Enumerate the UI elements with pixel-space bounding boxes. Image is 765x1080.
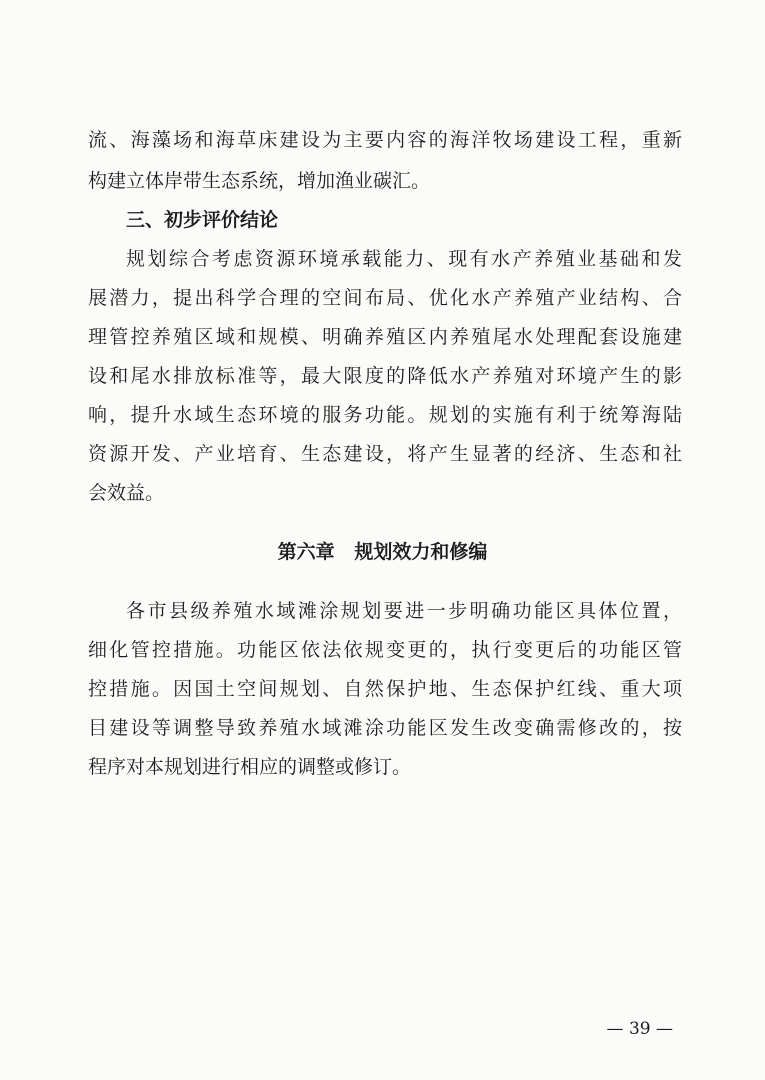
paragraph-line: 目建设等调整导致养殖水域滩涂功能区发生改变确需修改的，按 [88,717,682,739]
paragraph-line: 会效益。 [88,482,165,504]
paragraph-line: 理管控养殖区域和规模、明确养殖区内养殖尾水处理配套设施建 [88,326,682,348]
paragraph-line: 流、海藻场和海草床建设为主要内容的海洋牧场建设工程，重新 [88,129,682,151]
section-heading: 三、初步评价结论 [126,209,279,231]
paragraph-line: 资源开发、产业培育、生态建设，将产生显著的经济、生态和社 [88,443,682,465]
paragraph-line: 响，提升水域生态环境的服务功能。规划的实施有利于统筹海陆 [88,404,682,426]
paragraph-line: 程序对本规划进行相应的调整或修订。 [88,756,412,778]
paragraph-line: 展潜力，提出科学合理的空间布局、优化水产养殖产业结构、合 [88,287,682,309]
paragraph-line: 设和尾水排放标准等，最大限度的降低水产养殖对环境产生的影 [88,365,682,387]
paragraph-line: 细化管控措施。功能区依法依规变更的，执行变更后的功能区管 [88,639,682,661]
page-number: — 39 — [606,1019,673,1039]
paragraph-line: 构建立体岸带生态系统，增加渔业碳汇。 [88,170,431,192]
chapter-title: 第六章 规划效力和修编 [277,541,488,563]
paragraph-line: 控措施。因国土空间规划、自然保护地、生态保护红线、重大项 [88,678,682,700]
paragraph-line: 各市县级养殖水域滩涂规划要进一步明确功能区具体位置， [126,600,682,622]
paragraph-line: 规划综合考虑资源环境承载能力、现有水产养殖业基础和发 [126,248,682,270]
